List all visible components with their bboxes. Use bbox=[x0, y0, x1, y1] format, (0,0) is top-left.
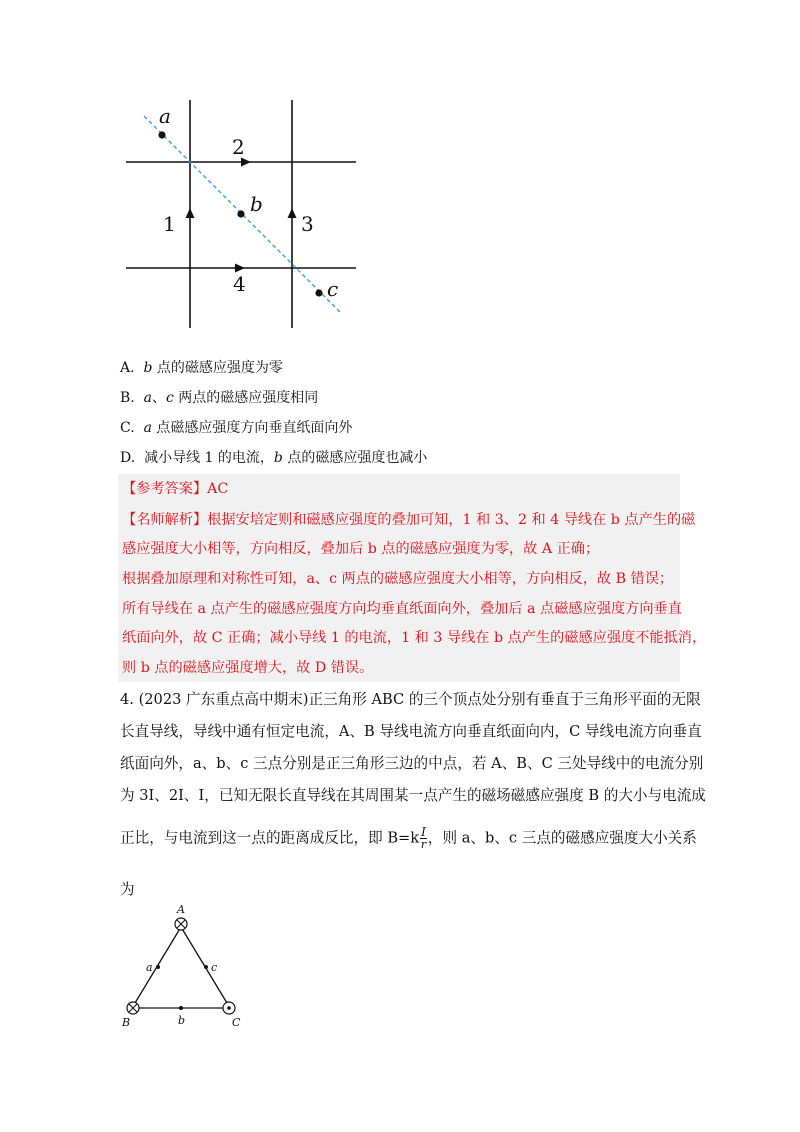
point-a-dot bbox=[158, 131, 165, 138]
point-c-label: c bbox=[327, 277, 339, 301]
vertex-c-out-of-page-icon bbox=[223, 1002, 235, 1014]
question4-line-3: 纸面向外，a、b、c 三点分别是正三角形三边的中点，若 A、B、C 三处导线中的电流分别 bbox=[120, 755, 704, 772]
analysis-line-2: 感应强度大小相等，方向相反，叠加后 b 点的磁感应强度为零，故 A 正确； bbox=[122, 541, 600, 557]
midpoint-b-label: b bbox=[178, 1014, 186, 1027]
point-a-label: a bbox=[159, 104, 171, 128]
triangle-figure bbox=[118, 900, 258, 1030]
analysis-line-3: 根据叠加原理和对称性可知，a、c 两点的磁感应强度大小相等，方向相反，故 B 错误； bbox=[122, 571, 674, 587]
analysis-line-6: 则 b 点的磁感应强度增大，故 D 错误。 bbox=[122, 660, 374, 676]
wire-4-label: 4 bbox=[233, 272, 246, 296]
option-b[interactable]: B. a、c 两点的磁感应强度相同 bbox=[120, 390, 319, 406]
wire-2-label: 2 bbox=[232, 135, 245, 159]
question4-line-2: 长直导线，导线中通有恒定电流，A、B 导线电流方向垂直纸面向内，C 导线电流方向垂直 bbox=[120, 723, 702, 740]
question4-line-6: 为 bbox=[120, 881, 135, 898]
analysis-line-5: 纸面向外，故 C 正确；减小导线 1 的电流，1 和 3 导线在 b 点产生的磁感应强度不能抵消， bbox=[122, 630, 707, 646]
arrow-wire-1 bbox=[186, 208, 195, 218]
vertex-b-into-page-icon bbox=[127, 1002, 139, 1014]
midpoint-c-label: c bbox=[211, 961, 218, 974]
analysis-line-4: 所有导线在 a 点产生的磁感应强度方向均垂直纸面向外，叠加后 a 点磁感应强度方向垂直 bbox=[122, 601, 682, 617]
vertex-c-label: C bbox=[232, 1016, 241, 1029]
arrow-wire-3 bbox=[288, 208, 297, 218]
vertex-a-into-page-icon bbox=[175, 918, 187, 930]
wire-grid-figure bbox=[118, 98, 368, 333]
question4-line-1: 4. (2023 广东重点高中期末)正三角形 ABC 的三个顶点处分别有垂直于三角形平面的无限 bbox=[120, 691, 701, 708]
option-d[interactable]: D. 减小导线 1 的电流，b 点的磁感应强度也减小 bbox=[120, 450, 428, 466]
question4-line-4: 为 3I、2I、I，已知无限长直导线在其周围某一点产生的磁场磁感应强度 B 的大小与电流成 bbox=[120, 787, 706, 804]
point-c-dot bbox=[315, 289, 322, 296]
option-a[interactable]: A. b 点的磁感应强度为零 bbox=[120, 360, 283, 376]
point-b-label: b bbox=[250, 192, 263, 216]
question4-line-5: 正比，与电流到这一点的距离成反比，即 B=k $\frac{I}{r}$ ，则 a、b、c 三点的磁感应强度大小关系 bbox=[120, 825, 697, 851]
analysis-line-1: 【名师解析】根据安培定则和磁感应强度的叠加可知，1 和 3、2 和 4 导线在 b 点产生的磁 bbox=[122, 512, 696, 528]
formula-fraction: $\frac{I}{r}$ bbox=[420, 825, 427, 851]
midpoint-a-label: a bbox=[146, 961, 153, 974]
vertex-b-label: B bbox=[122, 1016, 131, 1029]
vertex-a-label: A bbox=[177, 903, 185, 916]
wire-3-label: 3 bbox=[301, 212, 314, 236]
point-b-dot bbox=[237, 210, 244, 217]
midpoint-b-dot bbox=[179, 1006, 183, 1010]
reference-answer: 【参考答案】AC bbox=[122, 481, 229, 497]
wire-1-label: 1 bbox=[163, 212, 176, 236]
midpoint-c-dot bbox=[204, 965, 208, 969]
option-c[interactable]: C. a 点磁感应强度方向垂直纸面向外 bbox=[120, 420, 353, 436]
midpoint-a-dot bbox=[156, 965, 160, 969]
